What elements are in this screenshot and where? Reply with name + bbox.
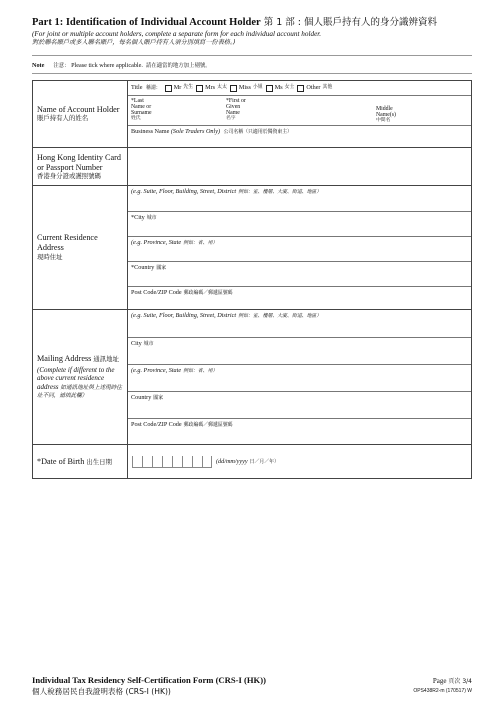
form-title: Individual Tax Residency Self-Certification Form (CRS-I (HK)) [32,675,266,685]
dob-label-wrap [37,457,123,467]
name-label-zh: 賬戶持有人的姓名 [37,114,89,123]
mr-label-zh: 先生 [183,84,194,91]
section-instructions [32,30,472,47]
name-label [33,81,128,147]
title-label-en: Title [131,84,143,92]
mailing-note-zh: 如通訊地址與上述現時住址不同，請填此欄） [37,384,122,400]
hkid-input[interactable] [128,148,471,185]
ms-label-zh: 女士 [284,84,295,91]
mailing-label-zh: 通訊地址 [93,354,119,363]
dob-row [33,444,471,478]
middle-name-l2: Name(s) [376,111,396,118]
mrs-checkbox[interactable] [196,85,203,92]
hkid-row [33,147,471,185]
instructions-zh: 對於聯名賬戶或多人聯名賬戶，每名個人賬戶持有人須分別填寫一份表格。) [32,39,236,47]
title-mr[interactable] [165,84,193,91]
dob-label-zh: 出生日期 [86,457,112,466]
first-name-field[interactable] [223,96,373,125]
first-name-l2: Given [226,104,241,111]
last-name-l1: *Last [131,98,144,104]
mailing-province-label: (e.g. Province, State [131,367,182,374]
dob-label [33,445,128,478]
residence-fields [128,186,471,309]
identification-form [32,80,472,479]
page-info [413,676,472,694]
note-text-zh: 請在適當的地方加上剔號。 [145,63,211,69]
mailing-street-zh: 例如：室、樓層、大廈、街道、地區） [238,313,322,319]
dob-format-en: (dd/mm/yyyy [216,458,248,465]
ms-checkbox[interactable] [266,85,273,92]
mailing-country-zh: 國家 [153,395,164,401]
tick-note [32,61,211,69]
mrs-label: Mrs [205,84,216,92]
business-name-zh: 公司名稱（只適用於獨資東主） [223,129,293,135]
last-name-l2: Name or [131,104,152,111]
section-title [32,14,472,28]
dob-format [216,458,279,465]
mailing-note [37,366,123,400]
mailing-fields [128,310,471,444]
miss-label: Miss [238,84,251,92]
name-label-en: Name of Account Holder [37,105,120,115]
note-text: Please tick where applicable. [71,62,143,69]
mailing-country-field[interactable] [128,391,471,418]
residence-province-field[interactable] [128,236,471,261]
dob-format-zh: 日／月／年） [249,459,279,465]
title-label [131,84,161,92]
mailing-label-wrap [37,354,123,364]
mailing-province-field[interactable] [128,364,471,391]
mailing-postcode-field[interactable] [128,418,471,444]
ms-label: Ms [274,84,283,92]
mr-label: Mr [173,84,182,92]
middle-name-field[interactable] [373,96,471,125]
mailing-street-field[interactable] [128,310,471,337]
hkid-label-zh: 香港身分證或護照號碼 [37,171,101,180]
business-name-label: Business Name [131,128,170,135]
residence-street-label: (e.g. Suite, Floor, Building, Street, District [131,188,237,195]
last-name-field[interactable] [128,96,223,125]
header-divider [32,55,472,56]
mailing-city-label: City [131,340,142,347]
miss-checkbox[interactable] [230,85,237,92]
business-name-note: (Sole Traders Only) [170,128,221,135]
residence-city-label: *City [131,214,145,221]
residence-city-zh: 城市 [146,215,157,221]
mailing-province-zh: 例如：省、州） [183,368,218,374]
title-other[interactable] [297,84,332,91]
mailing-label-en: Mailing Address [37,353,92,363]
residence-province-zh: 例如：省、州） [183,240,218,246]
dob-field [128,445,471,478]
residence-label [33,186,128,309]
name-fields [128,81,471,147]
dob-digit[interactable] [202,456,212,468]
note-divider [32,73,472,74]
residence-row [33,185,471,309]
dob-digit[interactable] [142,456,152,468]
title-ms[interactable] [266,84,295,91]
first-name-zh: 名字 [226,116,236,122]
title-mrs[interactable] [196,84,227,91]
residence-postcode-label: Post Code/ZIP Code [131,289,182,296]
residence-country-label: *Country [131,264,155,271]
instructions-en: (For joint or multiple account holders, complete a separate form for each individual account holder. [32,30,322,38]
hkid-label-en: Hong Kong Identity Card or Passport Number [37,152,121,172]
mailing-note-en: (Complete if different to the above current residence address [37,365,115,391]
residence-label-zh: 現時住址 [37,253,63,262]
page-label: Page [432,677,447,685]
mailing-postcode-label: Post Code/ZIP Code [131,421,182,428]
residence-label-en: Current Residence Address [37,232,98,252]
last-name-zh: 姓氏 [131,116,141,122]
other-label: Other [306,84,321,92]
first-name-l1: *First or [226,98,246,104]
residence-country-field[interactable] [128,261,471,286]
form-title-zh: 個人稅務居民自我證明表格 (CRS-I (HK)) [32,687,171,696]
title-options [128,81,471,95]
miss-label-zh: 小姐 [252,84,263,91]
residence-province-label: (e.g. Province, State [131,239,182,246]
residence-label-zh-wrap [37,252,123,262]
name-parts [128,95,471,125]
other-checkbox[interactable] [297,85,304,92]
page-header [32,14,472,47]
mailing-row [33,309,471,444]
mailing-country-label: Country [131,394,152,401]
section-title-zh: 第 1 部 : 個人賬戶持有人的身分識辨資料 [263,17,438,28]
residence-postcode-field[interactable] [128,286,471,309]
mailing-street-label: (e.g. Suite, Floor, Building, Street, District [131,312,237,319]
residence-city-field[interactable] [128,211,471,236]
residence-postcode-zh: 郵政編碼／郵遞區號碼 [183,290,233,296]
middle-name-l1: Middle [376,105,393,112]
title-label-zh: 稱謂： [146,85,161,92]
dob-digit[interactable] [162,456,172,468]
mailing-postcode-zh: 郵政編碼／郵遞區號碼 [183,422,233,428]
section-title-en: Part 1: Identification of Individual Account Holder [32,17,261,28]
residence-country-zh: 國家 [156,265,167,271]
title-miss[interactable] [230,84,263,91]
mailing-label [33,310,128,444]
middle-name-zh: 中間名 [376,117,391,123]
note-label-zh: 注意： [53,63,70,69]
mailing-city-zh: 城市 [143,341,154,347]
last-name-l3: Surname [131,110,152,117]
dob-input[interactable] [128,445,471,478]
dob-digit[interactable] [132,456,142,468]
dob-label-en: *Date of Birth [37,456,85,466]
residence-street-zh: 例如：室、樓層、大廈、街道、地區） [238,189,322,195]
name-row [33,81,471,147]
page-footer [32,675,472,697]
business-name-field[interactable] [128,125,471,147]
mr-checkbox[interactable] [165,85,172,92]
dob-digit[interactable] [192,456,202,468]
page-number [413,676,472,685]
mailing-city-field[interactable] [128,337,471,364]
hkid-label [33,148,128,185]
other-label-zh: 其他 [322,84,333,91]
dob-digit[interactable] [152,456,162,468]
page-label-zh: 頁次 3/4 [448,678,472,685]
dob-digit[interactable] [182,456,192,468]
dob-digit[interactable] [172,456,182,468]
residence-street-field[interactable] [128,186,471,211]
form-code: OPS438R2-m (170517) W [413,688,472,694]
mrs-label-zh: 太太 [217,84,227,91]
note-label: Note [32,62,45,69]
first-name-l3: Name [226,110,240,117]
